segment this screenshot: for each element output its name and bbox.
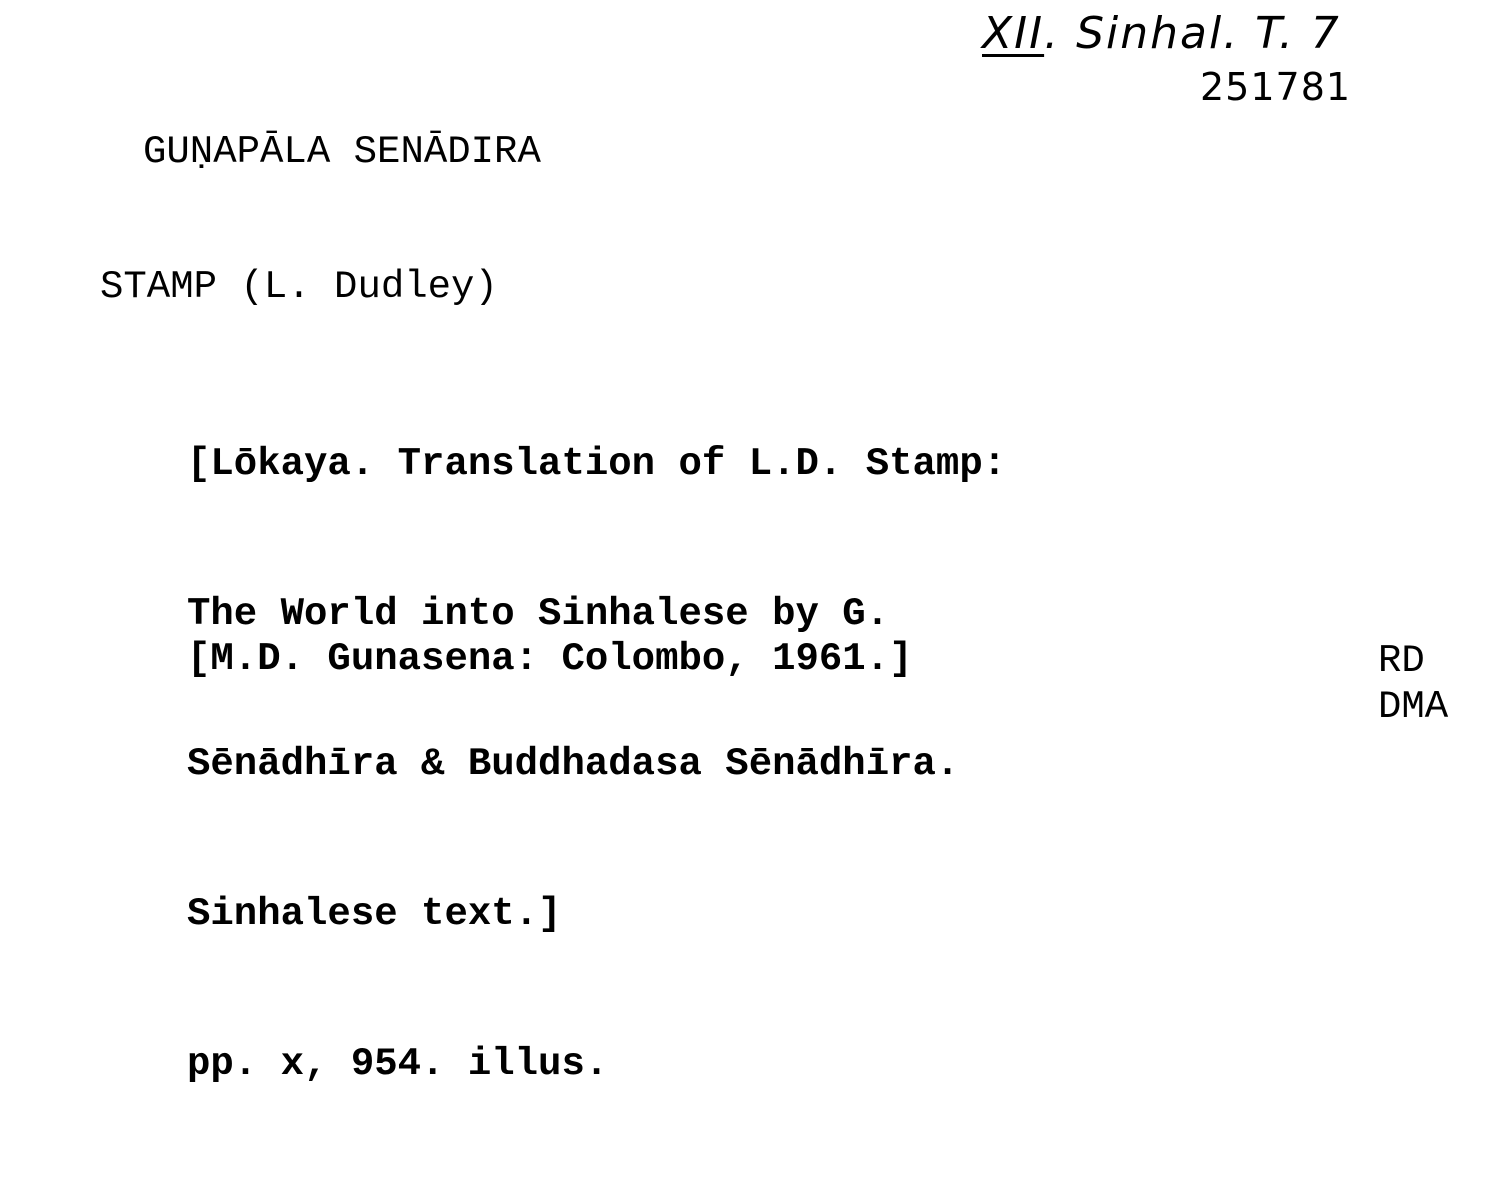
location-code: DMA [1378,685,1449,729]
description-line: Sēnādhīra & Buddhadasa Sēnādhīra. [187,742,960,786]
accession-number: 251781 [1200,65,1352,109]
location-codes [1378,638,1448,730]
location-code: RD [1378,639,1425,683]
description-line: Sinhalese text.] [187,892,562,936]
imprint: [M.D. Gunasena: Colombo, 1961.] [187,637,913,681]
description-line: pp. x, 954. illus. [187,1042,609,1086]
author-heading: GUṆAPĀLA SENĀDIRA [143,130,541,174]
shelfmark-rest: . Sinhal. T. 7 [1044,8,1341,59]
shelfmark [982,8,1341,59]
shelfmark-roman: XII [982,8,1045,59]
description-line: [Lōkaya. Translation of L.D. Stamp: [187,442,1007,486]
description-line: The World into Sinhalese by G. [187,592,890,636]
description-block [187,339,1006,1189]
title-heading: STAMP (L. Dudley) [100,265,498,309]
